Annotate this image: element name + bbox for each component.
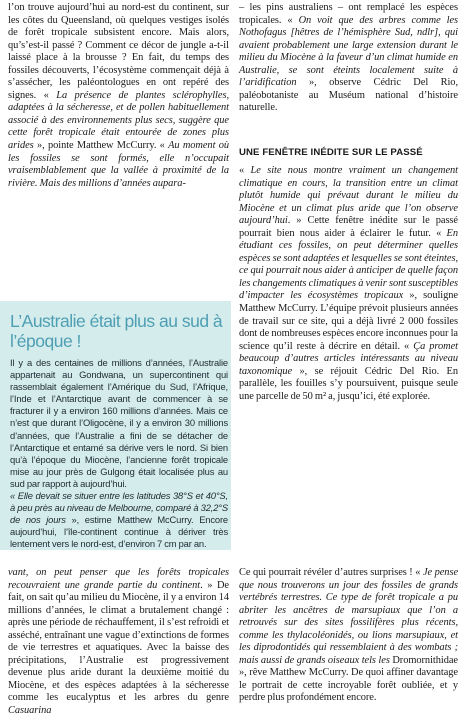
article-column-4 — [239, 567, 458, 705]
column-2-quote-3: Le site nous montre vraiment un changement climatique en cours, la transition entre un climat plutôt humide qui prévaut durant le milieu du Miocène et un climat plus aride que l’on observe aujourd’hui — [239, 165, 458, 227]
article-column-2-body — [239, 165, 458, 403]
article-column-1 — [8, 2, 229, 190]
column-2-text-2: . » Cette fenêtre inédite sur le passé pourrait bien nous aider à éclairer le futur. « — [239, 215, 458, 239]
column-2-quote-4: En étudiant ces fossiles, on peut déterminer quelles espèces se sont adaptées et lesquelles se sont éteintes, ce qui pourrait nous aider à anticiper de quelle façon les changements climatiques à venir sont susceptibles d’impacter les écosystèmes tropicaux — [239, 227, 458, 302]
column-3-quote: vant, on peut penser que les forêts tropicales recouvraient une grande partie du continent — [8, 567, 229, 591]
column-2-quote: On voit que des arbres comme les Nothofagus [hêtres de l’hémisphère Sud, ndlr], qui avaient probablement une large extension durant le milieu du Miocène à la faveur d’un climat humide en Australie, se sont éteints localement suite à l’aridification — [239, 14, 459, 89]
sidebar-paragraph: Il y a des centaines de millions d’années, l’Australie appartenait au Gondwana, un supercontinent qui rassemblait également l’Amérique du Sud, l’Afrique, l’Inde et l’Antarctique avant de commencer à se fracturer il y a environ 160 millions d’années. Mais ce n’est que durant l’Oligocène, il y a environ 30 millions d’années, que l’Australie a fini de se détacher de l’Antarctique et entamé sa dérive vers le nord. Si bien qu’à l’époque du Miocène, l’ancienne forêt tropicale mise au jour près de Gulgong était localisée plus au sud par rapport à aujourd’hui. — [10, 357, 228, 489]
sidebar-quote: « Elle devait se situer entre les latitudes 38°S et 40°S, à peu près au niveau de Melbourne, comparé à 32,2°S de nos jours — [10, 490, 228, 526]
article-column-2-top — [239, 2, 458, 115]
column-1-attribution: », pointe Matthew McCurry. « — [33, 140, 169, 152]
column-2-text: – les pins australiens – ont remplacé les espèces tropicales. « — [239, 2, 458, 26]
column-1-text: l’on trouve aujourd’hui au nord-est du continent, sur les côtes du Queensland, où quelques vestiges isolés de forêt tropicale subsistent encore. Mais alors, qu’s’est-il passé ? Comment ce décor de jungle a-t-il laissé place à la brousse ? En fait, du temps des fossiles découverts, l’écosystème commençait déjà à s’assécher, les paléontologues en ont repéré des signes. « — [8, 2, 229, 101]
sidebar-title: L’Australie était plus au sud à l’époque ! — [10, 311, 223, 351]
sidebar-paragraph-2: », estime Matthew McCurry. Encore aujourd’hui, l’île-continent continue à dériver très lentement vers le nord-est, d’environ 7 cm par an. — [10, 514, 228, 550]
column-2-text-4: », se réjouit Cédric Del Rio. En parallèle, les fouilles s’y poursuivent, puisque seule une parcelle de 50 m² a, jusqu’ici, été explorée. — [239, 365, 458, 402]
article-column-3 — [8, 567, 229, 718]
column-2-quote-5: Ça promet beaucoup d’autres articles intéressants au niveau taxonomique — [239, 340, 458, 377]
sidebar-text — [10, 357, 228, 551]
column-1-quote-2: Au moment où les fossiles se sont formés, elle n’occupait vraisemblablement que la vallée à proximité de la rivière. Mais des millions d’années aupara- — [8, 140, 229, 189]
column-2-attribution: », observe Cédric Del Rio, paléobotaniste au Muséum national d’histoire naturelle. — [239, 77, 458, 114]
section-heading: UNE FENÊTRE INÉDITE SUR LE PASSÉ — [239, 147, 423, 158]
column-3-text: . » De fait, on sait qu’au milieu du Miocène, il y a environ 14 millions d’années, le climat a brutalement changé : après une période de réchauffement, il s’est refroidi et asséché, entraînant une vague d’extinctions de formes de vie terrestres et aquatiques. Avec la baisse des précipitations, l’Australie est progressivement devenue plus aride durant la deuxième moitié du Miocène, et des espèces adaptées à la sécheresse comme les eucalyptus et les arbres du genre — [8, 579, 229, 704]
column-4-text-2: Dromornithidae », rêve Matthew McCurry. De quoi affiner davantage le portrait de cette incroyable forêt oubliée, et y perdre plus profondément encore. — [239, 654, 458, 704]
column-1-quote: La présence de plantes sclérophylles, adaptées à la sécheresse, et de pollen habituellement associé à des environnements plus secs, suggère que cette forêt tropicale était entourée de zones plus arides — [8, 89, 230, 152]
column-3-genus: Casuarina — [8, 705, 52, 717]
column-2-text-3: », souligne Matthew McCurry. L’équipe prévoit plusieurs années de travail sur ce site, qui a déjà livré 2 000 fossiles dont de nombreuses espèces encore inconnues pour la science qu’il reste à décrire en détail. « — [239, 290, 458, 352]
quote-open: « — [239, 165, 251, 176]
column-4-text: Ce qui pourrait révéler d’autres surprises ! « — [239, 567, 423, 578]
column-4-quote: Je pense que nous trouverons un jour des fossiles de grands vertébrés terrestres. Ce type de forêt tropicale a pu abriter les ancêtres de marsupiaux que l’on a retrouvés sur des sites fossilifères plus récents, comme les thylacoléonidés, ou lions marsupiaux, et les diprodontidés qui ressemblaient à des wombats ; mais aussi de grands oiseaux tels les — [239, 567, 459, 666]
